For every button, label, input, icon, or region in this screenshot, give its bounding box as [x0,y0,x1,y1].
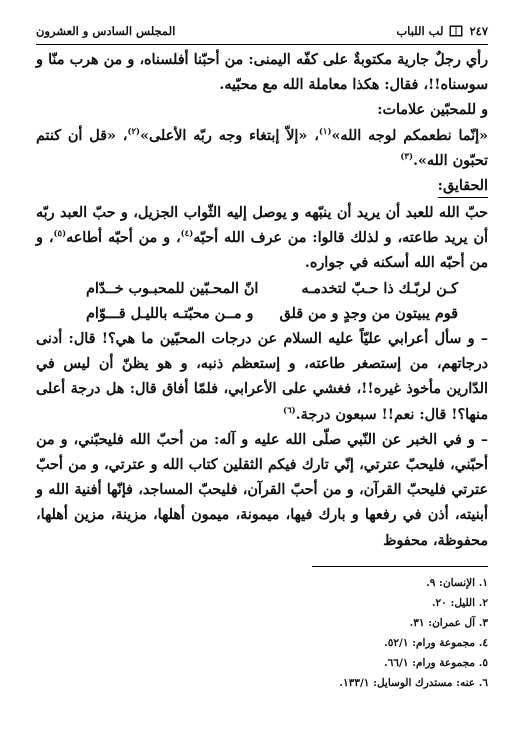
footnote-ref[interactable]: (٥) [53,229,67,240]
text-run: حبّ الله للعبد أن يريد أن ينبّهه و يوصل إليه الثّواب الجزيل، و حبّ العبد ربّه أن يريد طاعته، و لذلك قالوا: من عرف الله أحبّه [36,205,488,247]
paragraph-1: رأي رجلٌ جارية مكتوبةٌ على كفّه اليمنى: من أحبّنا أفلسناه، و من هرب منّا و سوسناه!!، فقال: هكذا معاملة الله مع محبّيه. [36,52,488,94]
footnote-item: ٥. مجموعة ورام: ٦٦/١. [384,657,488,669]
footnote-item: ٣. آل عمران: ٣١. [409,617,488,629]
paragraph-2 [36,124,488,174]
footnote-item: ٢. الليل: ٢٠. [431,597,488,609]
paragraph-5: – و في الخبر عن النّبي صلّى الله عليه و آله: من أحبّ الله فليحبّني، و من أحبّني، فليحبّ عترتي، إنّي تارك فيكم الثقلين كتاب الله و عترتي، و من أحبّ عترتي فليحبّ القرآن، و من أحبّ القرآن، فليحبّ المساجد، فإنّها أفنية الله و أبنيته، أذن في رفعها و بارك فيها، ميمونة، ميمون أهلها، مزينة، مزين أهلها، محفوظة، محفوظ [36,431,488,549]
main-text [36,48,488,554]
page-header [36,20,488,42]
footnote-ref[interactable]: (٦) [283,405,296,416]
verse-hemistich: و مــن محبّتـه بالليـل قـــوّام [86,305,254,322]
page-number: ٢٤٧ [469,24,488,38]
text-run: – و سأل أعرابي عليّاً عليه السلام عن درجات المحبّين ما هي؟! قال: أدنى درجاتهم، من إستصغر طاعته، و إستعظم ذنبه، و هو يظنّ أن ليس في الدّارين مأخوذ غيره!!، فغشي على الأعرابي، فلمّا أفاق قال: هل درجة أعلى منها؟! قال: نعم!! سبعون درجة. [36,331,488,423]
text-run: ، و من أحبّه أطاعه [66,230,181,247]
quote-1: «إنّما نطعمكم لوجه الله» [331,127,488,144]
heading-truths: الحقايق: [438,176,488,198]
footnote-divider [312,566,488,567]
section-title: المجلس السادس و العشرون [36,24,176,38]
footnote-ref[interactable]: (١) [318,126,332,137]
quote-2: ، «إلاّ إبتغاء وجه ربّه الأعلى» [140,127,319,144]
footnote-item: ٤. مجموعة ورام: ٥٢/١. [384,637,488,649]
verse-hemistich: انّ المحـبّين للمحبـوب خــدّام [86,280,259,297]
header-right [396,24,488,38]
book-title: لب اللباب [396,24,444,38]
heading-signs: و للمحبّين علامات: [377,102,488,119]
header-divider [36,44,488,45]
paragraph-4 [36,327,488,428]
footnote-ref[interactable]: (٢) [127,126,141,137]
verse-hemistich: كـن لربّـك ذا حـبّ لتخدمـه [301,280,458,297]
paragraph-3 [36,201,488,277]
text-run: ، و من أحبّه الله أسكنه في جواره. [36,230,488,272]
footnote-item: ١. الإنسان: ٩. [426,577,488,589]
footnote-item: ٦. عنه: مستدرك الوسايل: ١٣٣/١. [339,677,488,689]
verse-hemistich: قوم يبيتون من وجدٍ و من قلق [279,305,458,322]
verse-line-2 [36,302,488,327]
quote-3: ، «قل أن كنتم تحبّون الله». [36,127,488,169]
book-icon [449,25,463,37]
footnotes [258,573,488,693]
footnote-ref[interactable]: (٣) [400,152,413,163]
verse-line-1 [36,277,488,302]
footnote-ref[interactable]: (٤) [180,229,194,240]
